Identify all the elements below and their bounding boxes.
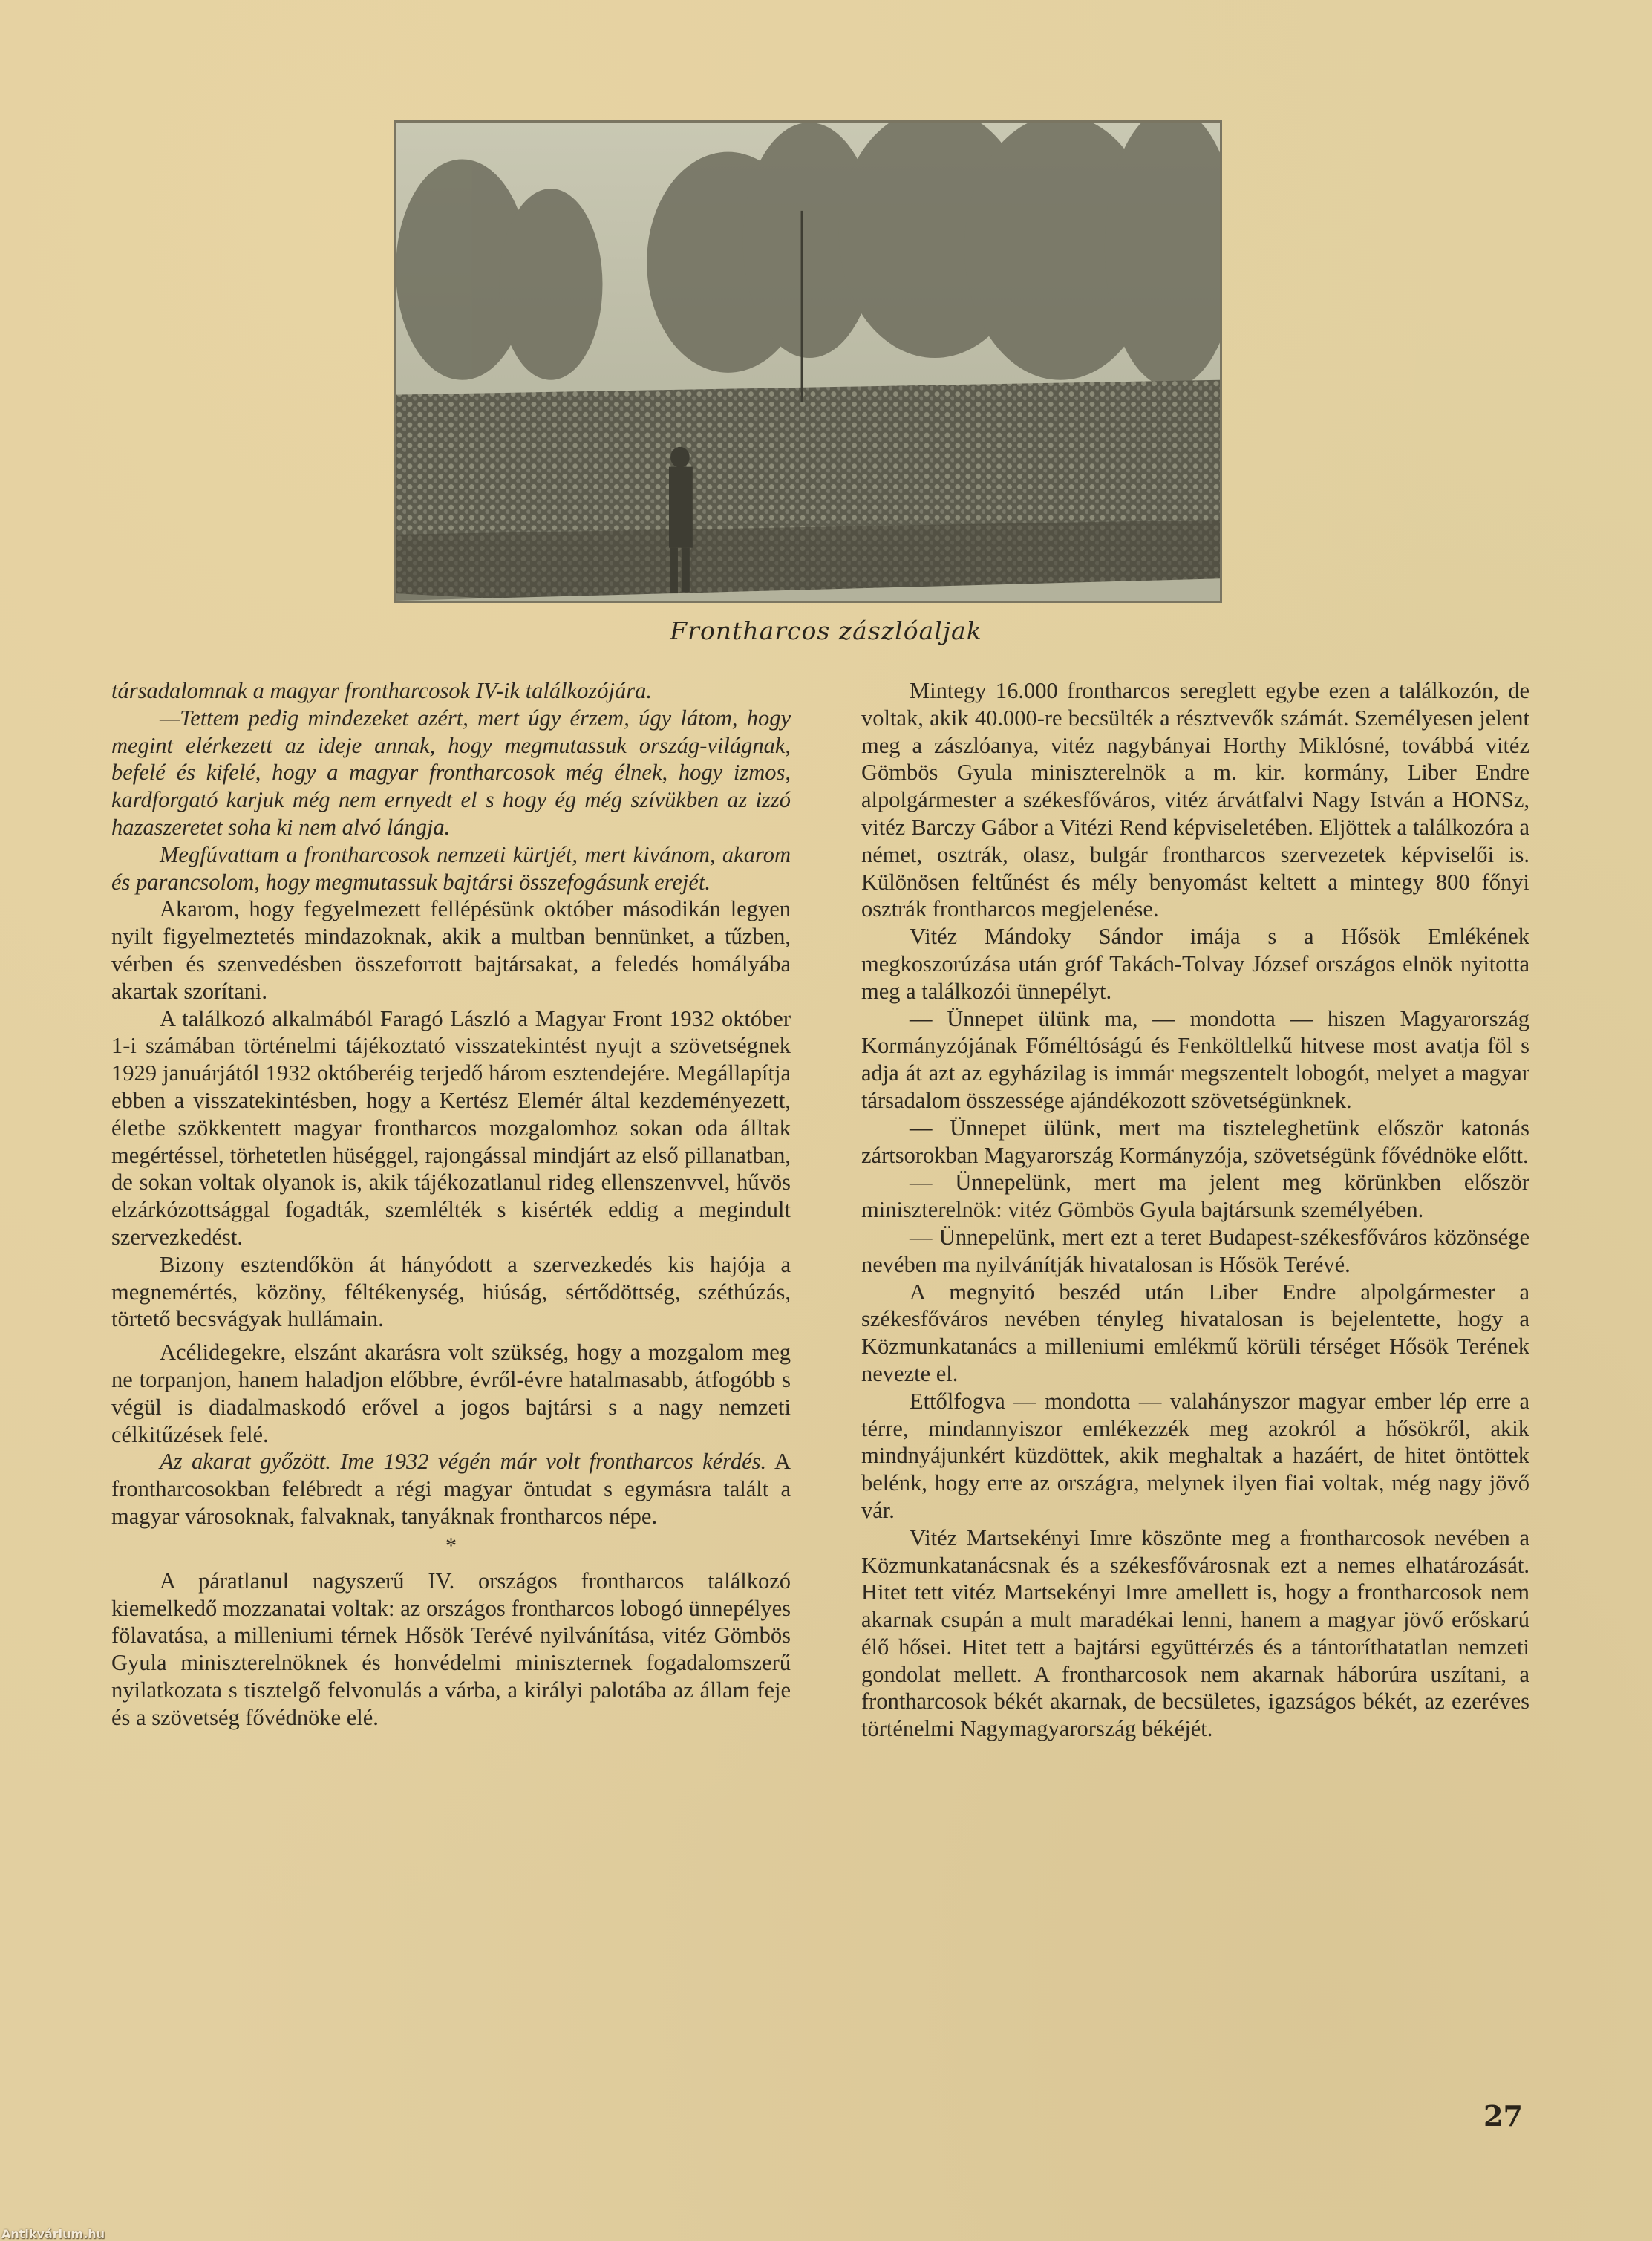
left-column xyxy=(111,677,791,1731)
paragraph: Megfúvattam a frontharcosok nemzeti kürtjét, mert kivánom, akarom és parancsolom, hogy megmutassuk bajtársi összefogásunk erejét. xyxy=(111,841,791,895)
paragraph-text: A frontharcosokban felébredt a régi magyar öntudat s egymásra talált a magyar városoknak, falvaknak, tanyáknak frontharcos népe. xyxy=(111,1449,791,1529)
paragraph: Vitéz Martsekényi Imre köszönte meg a frontharcosok nevében a Közmunkatanácsnak és a székesfővárosnak ezt a nemes elhatározását. Hitet tett vitéz Martsekényi Imre amellett is, hogy a frontharcosok nem akarnak csupán a mult maradékai lenni, hanem a magyar jövő erőskarú élő hősei. Hitet tett a bajtársi együttérzés és a tántoríthatatlan nemzeti gondolat mellett. A frontharcosok nem akarnak háborúra uszítani, a frontharcosok békét akarnak, de becsületes, igazságos békét, az ezeréves történelmi Nagymagyarország békéjét. xyxy=(861,1524,1529,1742)
photo-caption: Frontharcos zászlóaljak xyxy=(670,616,982,645)
paragraph: A találkozó alkalmából Faragó László a Magyar Front 1932 október 1-i számában történelmi tájékoztató visszatekintést nyujt a szövetségnek 1929 januárjától 1932 októberéig terjedő három esztendejére. Megállapítja ebben a visszatekintésben, hogy a Kertész Elemér által kezdeményezett, életbe szökkentett magyar frontharcos mozgalomhoz sokan oda álltak megértéssel, törhetetlen hüséggel, rajongással mindjárt az első pillanatban, de sokan voltak olyanok is, akik tájékozatlanul rideg ellenszenvvel, hűvös elzárkózottsággal fogadták, szemlélték s kisérték eddig a megindult szervezkedést. xyxy=(111,1005,791,1250)
photo-frontline-battalions xyxy=(394,120,1222,603)
photo-image xyxy=(396,123,1220,601)
paragraph: Mintegy 16.000 frontharcos sereglett egybe ezen a találkozón, de voltak, akik 40.000-re becsülték a résztvevők számát. Személyesen jelent meg a zászlóanya, vitéz nagybányai Horthy Miklósné, továbbá vitéz Gömbös Gyula miniszterelnök a m. kir. kormány, Liber Endre alpolgármester a székesfőváros, vitéz árvátfalvi Nagy István a HONSz, vitéz Barczy Gábor a Vitézi Rend képviseletében. Eljöttek a találkozóra a német, osztrák, olasz, bulgár frontharcos szervezetek képviselői is. Különösen feltűnést és mély benyomást keltett a mintegy 800 főnyi osztrák frontharcos megjelenése. xyxy=(861,678,1529,922)
paragraph: társadalomnak a magyar frontharcosok IV-ik találkozójára. xyxy=(111,678,652,703)
paragraph: A megnyitó beszéd után Liber Endre alpolgármester a székesfőváros nevében tényleg hivatalosan is bejelentette, hogy a Közmunkatanács a milleniumi emlékmű körüli térséget Hősök Terének nevezte el. xyxy=(861,1279,1529,1386)
paragraph: Akarom, hogy fegyelmezett fellépésünk október másodikán legyen nyilt figyelmeztetés mindazoknak, akik a multban bennünket, a tűzben, vérben és szenvedésben összeforrott bajtársakat, a feledés homályába akartak szorítani. xyxy=(111,896,791,1004)
paragraph: Ettőlfogva — mondotta — valahányszor magyar ember lép erre a térre, mindannyiszor emlékezzék meg azokról a hősökről, akik mindnyájunkért küzdöttek, akik meghaltak a hazáért, de hitet öntöttek belénk, hogy erre az országra, melynek ilyen fiai voltak, még nagy jövő vár. xyxy=(861,1388,1529,1523)
paragraph: Vitéz Mándoky Sándor imája s a Hősök Emlékének megkoszorúzása után gróf Takách-Tolvay József országos elnök nyitotta meg a találkozói ünnepélyt. xyxy=(861,924,1529,1004)
paragraph: — Ünnepet ülünk, mert ma tiszteleghetünk először katonás zártsorokban Magyarország Kormányzója, szövetségünk fővédnöke előtt. xyxy=(861,1115,1529,1168)
paragraph: — Ünnepelünk, mert ezt a teret Budapest-székesfőváros közönsége nevében ma nyilvánítják hivatalosan is Hősök Terévé. xyxy=(861,1224,1529,1277)
italic-phrase: Az akarat győzött. Ime 1932 végén már volt frontharcos kérdés. xyxy=(160,1449,767,1475)
paragraph: A páratlanul nagyszerű IV. országos frontharcos találkozó kiemelkedő mozzanatai voltak: az országos frontharcos lobogó ünnepélyes fölavatása, a milleniumi térnek Hősök Terévé nyilvánítása, vitéz Gömbös Gyula miniszterelnöknek és honvédelmi miniszternek fogadalomszerű nyilatkozata s tisztelgő felvonulás a várba, a királyi palotába az állam feje és a szövetség fővédnöke elé. xyxy=(111,1568,791,1730)
paragraph: — Ünnepelünk, mert ma jelent meg körünkben először miniszterelnök: vitéz Gömbös Gyula bajtársunk személyében. xyxy=(861,1170,1529,1223)
right-column xyxy=(861,677,1529,1743)
paragraph: Acélidegekre, elszánt akarásra volt szükség, hogy a mozgalom meg ne torpanjon, hanem haladjon előbbre, évről-évre hatalmasabb, átfogóbb s végül is diadalmaskodó erővel a jogos bajtársi s a nagy nemzeti célkitűzések felé. xyxy=(111,1340,791,1447)
paragraph: —Tettem pedig mindezeket azért, mert úgy érzem, úgy látom, hogy megint elérkezett az ideje annak, hogy megmutassuk ország-világnak, befelé és kifelé, hogy a magyar frontharcosok még élnek, hogy izmos, kardforgató karjuk még nem ernyedt el s hogy ég még szívükben az izzó hazaszeretet soha ki nem alvó lángja. xyxy=(111,705,791,840)
paragraph: — Ünnepet ülünk ma, — mondotta — hiszen Magyarország Kormányzójának Főméltóságú és Fenköltlelkű hitvese most avatja föl s adja át azt az egyházilag is immár megszentelt lobogót, melyet a magyar társadalom összessége ajándékozott szövetségünknek. xyxy=(861,1005,1529,1113)
watermark: Antikvárium.hu xyxy=(1,2227,105,2241)
section-separator: * xyxy=(445,1533,457,1558)
paragraph: Bizony esztendőkön át hányódott a szervezkedés kis hajója a megnemértés, közöny, féltékenység, hiúság, sértődöttség, széthúzás, törtető becsvágyak hullámain. xyxy=(111,1251,791,1332)
paragraph xyxy=(111,1448,791,1530)
page-number: 27 xyxy=(1483,2099,1523,2133)
